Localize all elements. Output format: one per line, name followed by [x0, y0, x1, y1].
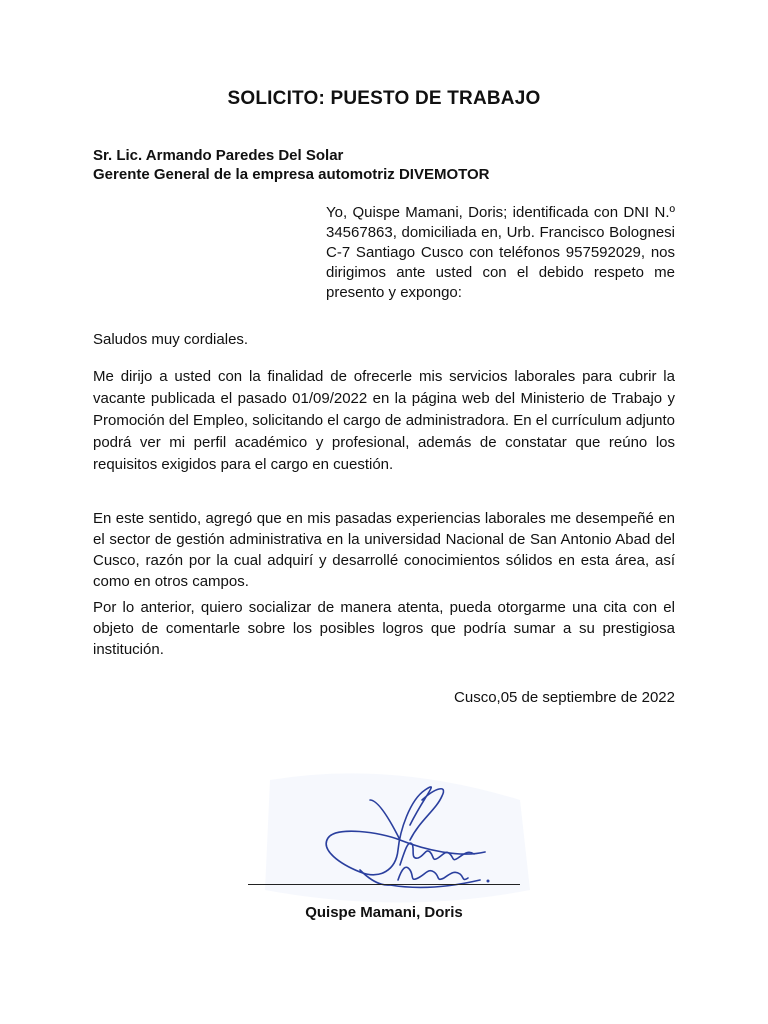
applicant-introduction: Yo, Quispe Mamani, Doris; identificada con DNI N.º 34567863, domiciliada en, Urb. Francisco Bolognesi C-7 Santiago Cusco con teléfonos 957592029, nos dirigimos ante usted con el debido respeto me presento y expongo: — [326, 204, 675, 301]
body-paragraph-1: Me dirijo a usted con la finalidad de ofrecerle mis servicios laborales para cubrir la vacante publicada el pasado 01/09/2022 en la página web del Ministerio de Trabajo y Promoción del Empleo, solicitando el cargo de administradora. En el currículum adjunto podrá ver mi perfil académico y profesional, además de constatar que reúno los requisitos exigidos para el cargo en cuestión. — [93, 368, 675, 473]
letter-date: Cusco,05 de septiembre de 2022 — [454, 689, 675, 706]
recipient-name: Sr. Lic. Armando Paredes Del Solar — [93, 147, 344, 164]
signer-name: Quispe Mamani, Doris — [305, 904, 463, 921]
recipient-block — [93, 146, 693, 184]
signature-line — [248, 884, 520, 885]
recipient-position: Gerente General de la empresa automotriz DIVEMOTOR — [93, 166, 490, 183]
greeting: Saludos muy cordiales. — [93, 331, 249, 348]
body-paragraph-2: En este sentido, agregó que en mis pasadas experiencias laborales me desempeñé en el sector de gestión administrativa en la universidad Nacional de San Antonio Abad del Cusco, razón por la cual adquirí y desarrollé conocimientos sólidos en esta área, así como en otros campos. — [93, 510, 675, 590]
body-paragraph-3: Por lo anterior, quiero socializar de manera atenta, pueda otorgarme una cita con el objeto de comentarle sobre los posibles logros que podría sumar a su prestigiosa institución. — [93, 599, 675, 658]
letter-title: SOLICITO: PUESTO DE TRABAJO — [227, 88, 541, 109]
